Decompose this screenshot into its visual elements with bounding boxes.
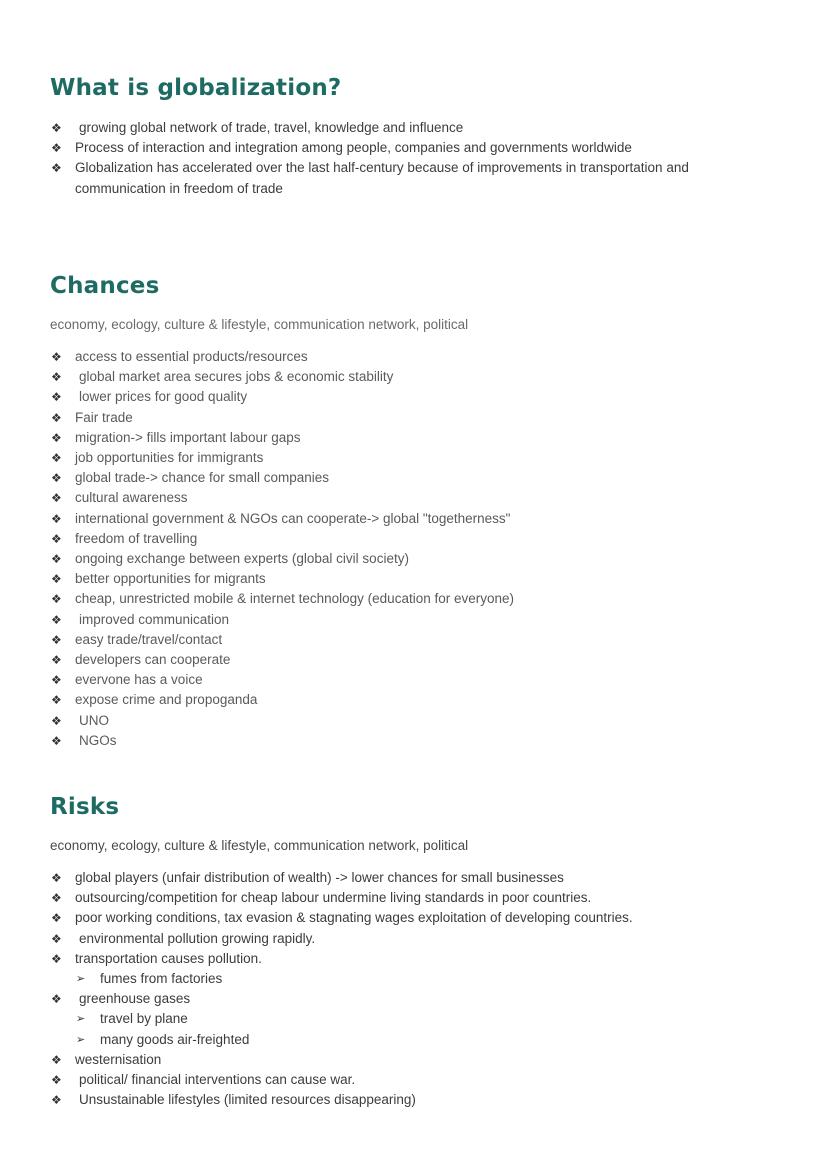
list-item: ❖ freedom of travelling	[50, 529, 750, 549]
arrow-bullet-icon: ➢	[76, 1012, 86, 1026]
heading-risks: Risks	[50, 794, 120, 820]
list-item: ❖ developers can cooperate	[50, 650, 750, 670]
list-item: ❖ Fair trade	[50, 408, 750, 428]
diamond-bullet-icon: ❖	[51, 370, 62, 385]
sub-list-item: ➢ many goods air-freighted	[50, 1030, 750, 1050]
diamond-bullet-icon: ❖	[51, 491, 62, 506]
diamond-bullet-icon: ❖	[51, 693, 62, 708]
diamond-bullet-icon: ❖	[51, 350, 62, 364]
list-item: ❖ greenhouse gases	[50, 989, 750, 1009]
diamond-bullet-icon: ❖	[51, 931, 62, 946]
diamond-bullet-icon: ❖	[51, 531, 62, 546]
sub-list-item: ➢ travel by plane	[50, 1009, 750, 1029]
list-item: ❖ westernisation	[50, 1050, 750, 1070]
list-item: ❖ cheap, unrestricted mobile & internet technology (education for everyone)	[50, 589, 750, 609]
diamond-bullet-icon: ❖	[51, 632, 62, 647]
diamond-bullet-icon: ❖	[51, 1073, 62, 1088]
diamond-bullet-icon: ❖	[51, 891, 62, 906]
list-item: ❖ Globalization has accelerated over the last half-century because of improvements in transportation and communication in freedom of trade	[51, 160, 689, 196]
list-item: ❖ UNO	[50, 711, 750, 731]
diamond-bullet-icon: ❖	[51, 121, 62, 135]
list-item: ❖ environmental pollution growing rapidly.	[50, 929, 750, 949]
diamond-bullet-icon: ❖	[51, 471, 62, 486]
diamond-bullet-icon: ❖	[51, 511, 62, 526]
heading-what-is-globalization: What is globalization?	[50, 75, 342, 101]
diamond-bullet-icon: ❖	[51, 1052, 62, 1067]
list-item: ❖ political/ financial interventions can cause war.	[50, 1070, 750, 1090]
diamond-bullet-icon: ❖	[51, 653, 62, 668]
list-item: ❖ global trade-> chance for small companies	[50, 468, 750, 488]
arrow-bullet-icon: ➢	[76, 1032, 86, 1046]
diamond-bullet-icon: ❖	[51, 592, 62, 607]
list-item: ❖ ongoing exchange between experts (global civil society)	[50, 549, 750, 569]
risks-list	[50, 868, 750, 1110]
diamond-bullet-icon: ❖	[51, 733, 62, 748]
diamond-bullet-icon: ❖	[51, 1093, 62, 1108]
diamond-bullet-icon: ❖	[51, 161, 62, 176]
diamond-bullet-icon: ❖	[51, 410, 62, 425]
list-item: ❖ evervone has a voice	[50, 670, 750, 690]
heading-chances: Chances	[50, 273, 160, 299]
diamond-bullet-icon: ❖	[51, 951, 62, 966]
diamond-bullet-icon: ❖	[51, 430, 62, 445]
diamond-bullet-icon: ❖	[51, 572, 62, 587]
arrow-bullet-icon: ➢	[76, 972, 86, 986]
diamond-bullet-icon: ❖	[51, 141, 62, 156]
diamond-bullet-icon: ❖	[51, 552, 62, 567]
diamond-bullet-icon: ❖	[51, 612, 62, 627]
list-item: ❖ international government & NGOs can cooperate-> global "togetherness"	[50, 509, 750, 529]
sub-list-item: ➢ fumes from factories	[50, 969, 750, 989]
list-item: ❖ better opportunities for migrants	[50, 569, 750, 589]
diamond-bullet-icon: ❖	[51, 992, 62, 1007]
diamond-bullet-icon: ❖	[51, 451, 62, 466]
diamond-bullet-icon: ❖	[51, 871, 62, 885]
list-item: ❖ lower prices for good quality	[50, 387, 750, 407]
list-item: ❖ poor working conditions, tax evasion & stagnating wages exploitation of developing countries.	[50, 908, 750, 928]
list-item: ❖ access to essential products/resources	[50, 347, 750, 367]
list-item: ❖ global market area secures jobs & economic stability	[50, 367, 750, 387]
risks-subtitle: economy, ecology, culture & lifestyle, communication network, political	[50, 838, 469, 853]
list-item: ❖ Process of interaction and integration among people, companies and governments worldwide	[50, 138, 750, 158]
globalization-list	[50, 118, 750, 199]
list-item: ❖ global players (unfair distribution of wealth) -> lower chances for small businesses	[50, 868, 750, 888]
list-item: ❖ cultural awareness	[50, 488, 750, 508]
list-item: ❖ Unsustainable lifestyles (limited resources disappearing)	[50, 1090, 750, 1110]
list-item: ❖ outsourcing/competition for cheap labour undermine living standards in poor countries.	[50, 888, 750, 908]
list-item: ❖ improved communication	[50, 610, 750, 630]
list-item: ❖ growing global network of trade, travel, knowledge and influence	[50, 118, 750, 138]
diamond-bullet-icon: ❖	[51, 673, 62, 688]
diamond-bullet-icon: ❖	[51, 713, 62, 728]
diamond-bullet-icon: ❖	[51, 911, 62, 926]
list-item: ❖ migration-> fills important labour gaps	[50, 428, 750, 448]
list-item: ❖ expose crime and propoganda	[50, 690, 750, 710]
list-item: ❖ NGOs	[50, 731, 750, 751]
list-item: ❖ job opportunities for immigrants	[50, 448, 750, 468]
chances-list	[50, 347, 750, 751]
list-item: ❖ easy trade/travel/contact	[50, 630, 750, 650]
diamond-bullet-icon: ❖	[51, 390, 62, 405]
list-item: ❖ transportation causes pollution.	[50, 949, 750, 969]
chances-subtitle: economy, ecology, culture & lifestyle, communication network, political	[50, 317, 469, 332]
